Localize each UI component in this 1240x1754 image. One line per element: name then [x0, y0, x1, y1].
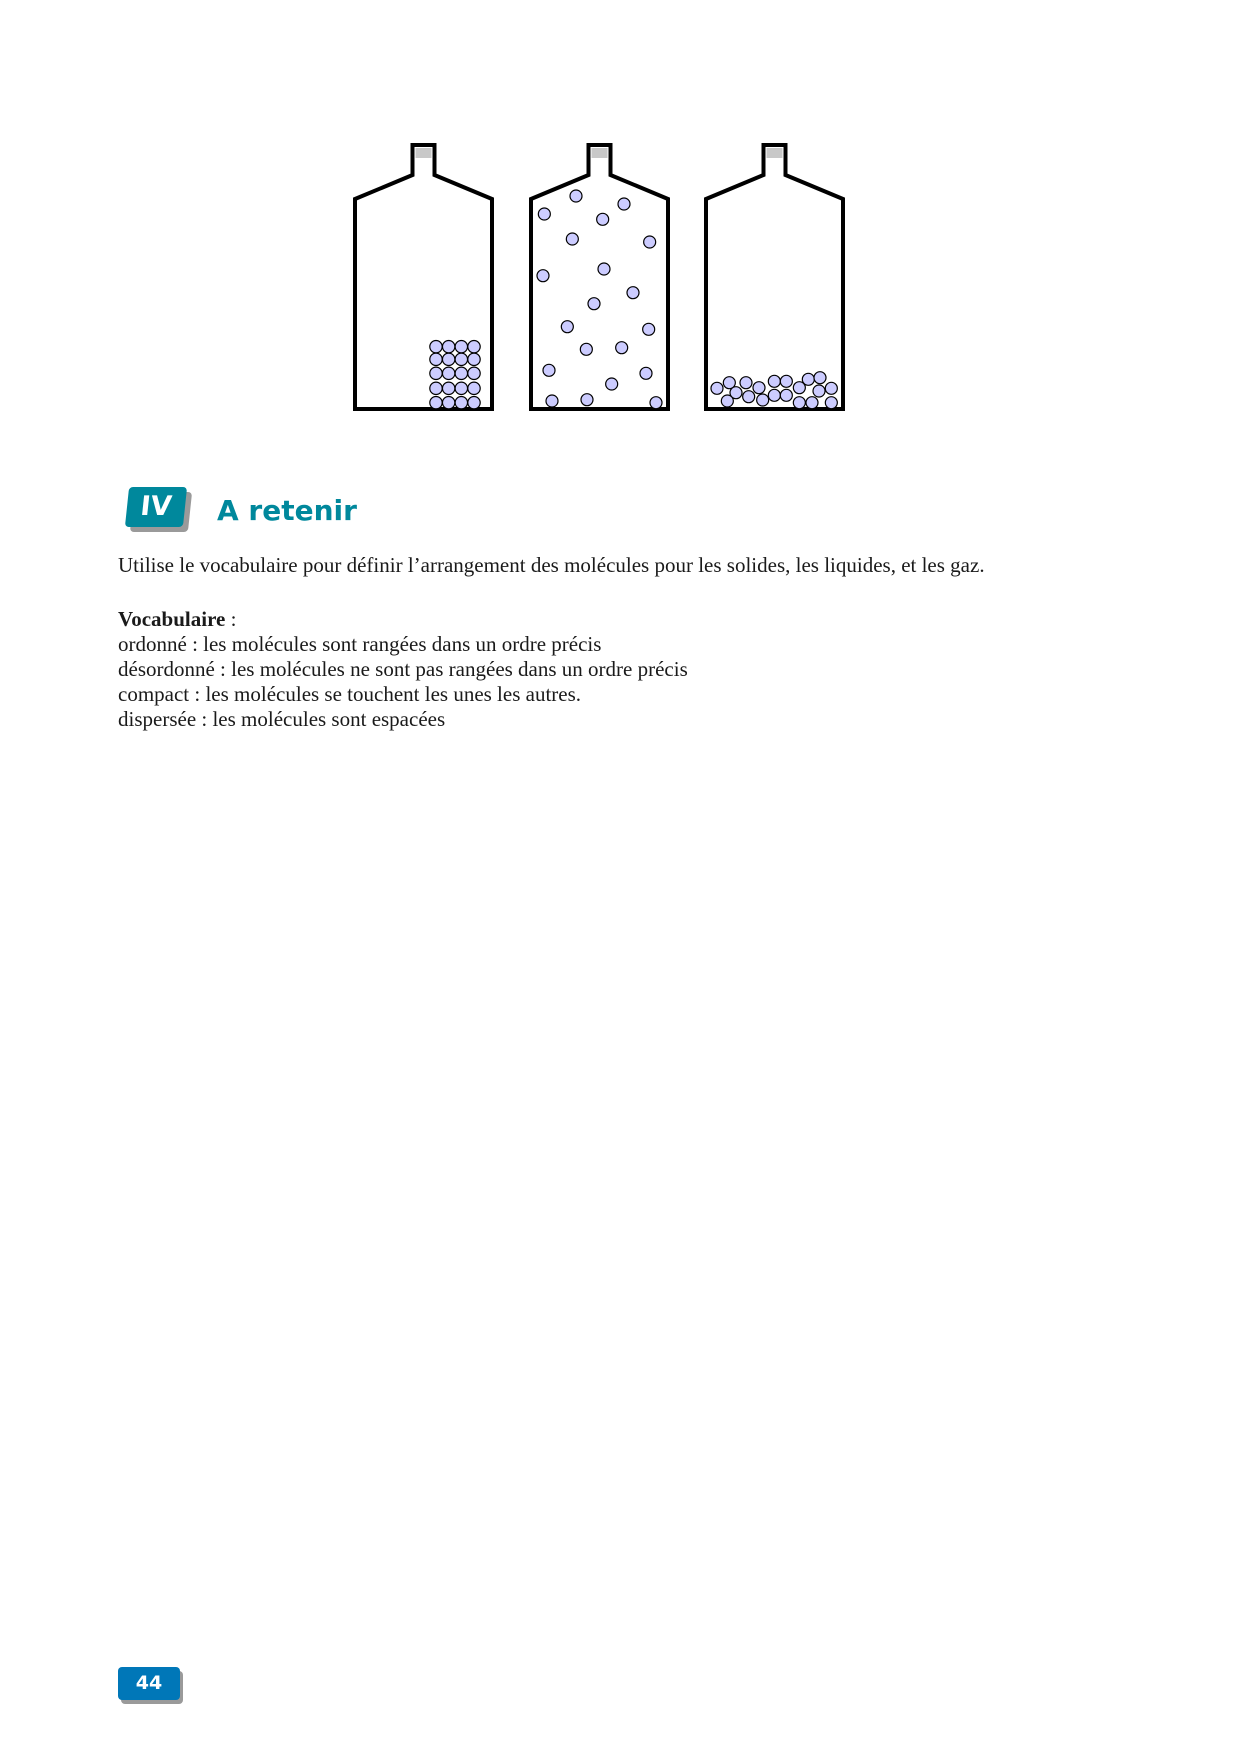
- molecule: [606, 378, 618, 390]
- molecule: [711, 382, 723, 394]
- intro-text: Utilise le vocabulaire pour définir l’arrangement des molécules pour les solides, les liquides, et les gaz.: [118, 553, 985, 577]
- molecule: [650, 397, 662, 409]
- molecule: [580, 343, 592, 355]
- molecule: [543, 364, 555, 376]
- molecule: [468, 340, 480, 352]
- vocabulary-item: désordonné : les molécules ne sont pas rangées dans un ordre précis: [118, 657, 688, 681]
- section-number: IV: [125, 487, 187, 527]
- molecule: [825, 397, 837, 409]
- molecule: [561, 321, 573, 333]
- molecule: [570, 190, 582, 202]
- molecule: [644, 236, 656, 248]
- page-number: 44: [118, 1667, 180, 1700]
- molecule: [627, 287, 639, 299]
- bottle-cap: [767, 148, 783, 158]
- molecule: [566, 233, 578, 245]
- molecule: [455, 396, 467, 408]
- molecule: [546, 395, 558, 407]
- molecule: [643, 323, 655, 335]
- bottle-cap: [416, 148, 432, 158]
- bottle-outline: [706, 145, 843, 409]
- molecule: [442, 340, 454, 352]
- molecule: [455, 382, 467, 394]
- molecule: [538, 208, 550, 220]
- molecule: [468, 396, 480, 408]
- page-number-badge: [118, 1667, 184, 1703]
- molecule: [430, 382, 442, 394]
- molecule: [430, 340, 442, 352]
- vocabulary-item: ordonné : les molécules sont rangées dans un ordre précis: [118, 632, 602, 656]
- molecule: [442, 353, 454, 365]
- section-number-badge: [127, 487, 189, 529]
- molecule: [813, 385, 825, 397]
- molecule: [468, 382, 480, 394]
- molecule: [757, 394, 769, 406]
- molecule: [442, 367, 454, 379]
- molecule: [740, 377, 752, 389]
- molecule: [598, 263, 610, 275]
- molecule: [537, 270, 549, 282]
- molecule: [468, 367, 480, 379]
- molecule: [825, 382, 837, 394]
- bottles-figure: [0, 0, 1240, 440]
- molecule: [430, 396, 442, 408]
- molecule: [780, 389, 792, 401]
- molecule: [743, 391, 755, 403]
- molecule: [455, 353, 467, 365]
- vocabulary-item: dispersée : les molécules sont espacées: [118, 707, 446, 731]
- molecule: [442, 396, 454, 408]
- vocabulary-item: compact : les molécules se touchent les unes les autres.: [118, 682, 582, 706]
- vocabulary-heading: Vocabulaire :: [118, 607, 237, 631]
- molecule: [430, 367, 442, 379]
- molecule: [581, 394, 593, 406]
- molecule: [455, 340, 467, 352]
- molecule: [780, 375, 792, 387]
- molecule: [753, 382, 765, 394]
- molecule: [793, 397, 805, 409]
- molecule: [618, 198, 630, 210]
- molecule: [468, 353, 480, 365]
- section-title: A retenir: [217, 494, 357, 527]
- molecule: [455, 367, 467, 379]
- molecule: [793, 382, 805, 394]
- molecule: [588, 298, 600, 310]
- molecule: [616, 342, 628, 354]
- bottle-liquide: [706, 145, 843, 409]
- bottle-solide: [355, 145, 492, 409]
- molecule: [442, 382, 454, 394]
- molecule: [640, 367, 652, 379]
- molecule: [768, 375, 780, 387]
- molecule: [430, 353, 442, 365]
- molecule: [768, 389, 780, 401]
- molecule: [806, 397, 818, 409]
- molecule: [814, 372, 826, 384]
- bottle-gaz: [531, 145, 668, 409]
- molecule: [721, 395, 733, 407]
- molecule: [597, 213, 609, 225]
- vocabulary-list: [118, 607, 688, 732]
- bottle-cap: [592, 148, 608, 158]
